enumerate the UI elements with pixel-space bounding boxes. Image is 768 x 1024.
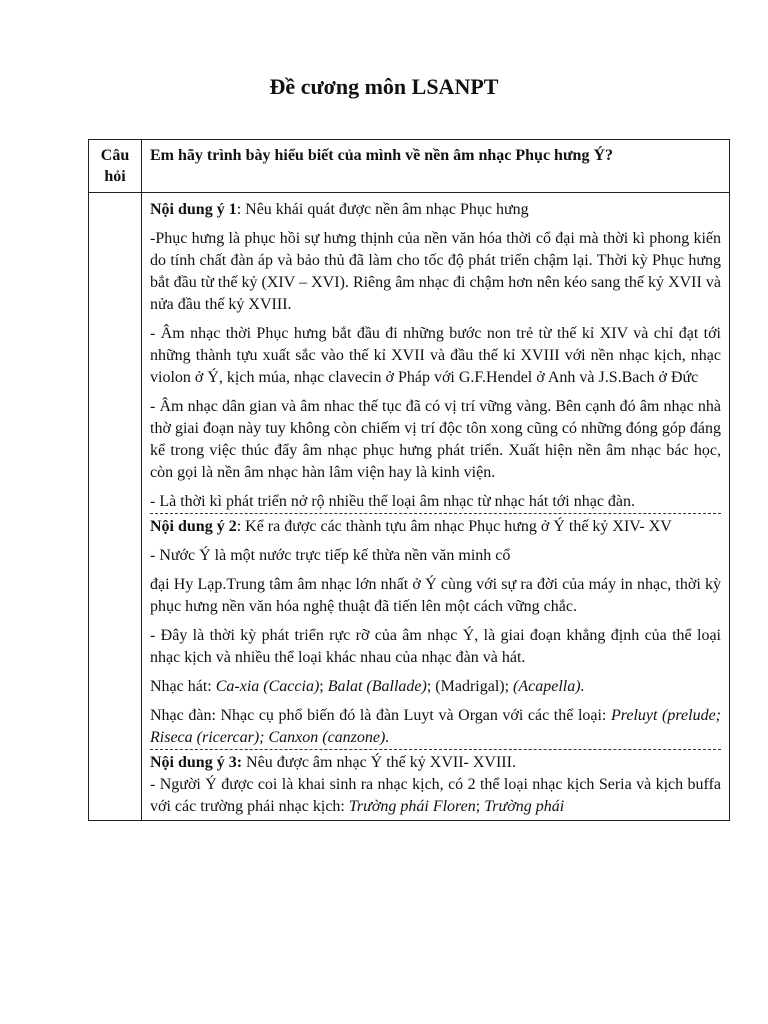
- school-floren: Trường phái Floren: [348, 798, 476, 815]
- paragraph: -Phục hưng là phục hồi sự hưng thịnh của nền văn hóa thời cổ đại mà thời kì phong kiến do tính chất đàn áp và bảo thủ đã làm cho tốc độ phát triển chậm lại. Thời kỳ Phục hưng bắt đầu từ thế kỷ (XIV – XVI). Riêng âm nhạc đi chậm hơn nên kéo sang thế kỷ XVII và nửa đầu thế kỷ XVIII.: [150, 230, 721, 313]
- question-label: Câu hỏi: [89, 140, 142, 193]
- section-1: [150, 199, 721, 514]
- separator: );: [499, 678, 514, 695]
- section-heading: [150, 516, 721, 538]
- instrumental-music-paragraph: [150, 705, 721, 749]
- section-heading-text: : Nêu khái quát được nền âm nhạc Phục hưng: [236, 201, 529, 218]
- document-title: Đề cương môn LSANPT: [269, 74, 499, 99]
- section-heading-text: : Kể ra được các thành tựu âm nhạc Phục hưng ở Ý thế kỷ XIV- XV: [236, 518, 672, 535]
- separator: ;: [475, 798, 485, 815]
- answer-content: [142, 193, 730, 821]
- section-3-intro: - Người Ý được coi là khai sinh ra nhạc kịch, có 2 thể loại nhạc kịch Seria và kịch buffa với các trường phái nhạc kịch:: [150, 776, 721, 815]
- paragraph: - Đây là thời kỳ phát triển rực rỡ của âm nhạc Ý, là giai đoạn khẳng định của thể loại nhạc kịch và nhiều thể loại khác nhau của nhạc đàn và hát.: [150, 627, 721, 666]
- genre-caccia: Ca-xia (Caccia): [215, 678, 320, 695]
- paragraph: - Âm nhạc dân gian và âm nhac thế tục đã có vị trí vững vàng. Bên cạnh đó âm nhạc nhà thờ giai đoạn này tuy không còn chiếm vị trí độc tôn xong cũng có những đóng góp đáng kể trong việc thúc đẩy âm nhạc phục hưng phát triển. Xuất hiện nền âm nhạc bác học, còn gọi là nền âm nhạc hàn lâm viện hay là kinh viện.: [150, 398, 721, 481]
- paragraph: - Nước Ý là một nước trực tiếp kế thừa nền văn minh cổ: [150, 547, 511, 564]
- genre-acapella: (Acapella).: [513, 678, 585, 695]
- sung-music-paragraph: [150, 676, 721, 698]
- paragraph: [150, 774, 721, 818]
- instrumental-music-label: Nhạc đàn: Nhạc cụ phổ biến đó là đàn Luyt và Organ với các thể loại:: [150, 707, 611, 724]
- section-heading-label: Nội dung ý 1: [150, 201, 237, 218]
- paragraph: đại Hy Lạp.Trung tâm âm nhạc lớn nhất ở Ý cùng với sự ra đời của máy in nhạc, thời kỳ phục hưng nền văn hóa nghệ thuật đã tiến lên một cách vững chắc.: [150, 576, 721, 615]
- section-heading-text: Nêu được âm nhạc Ý thế kỷ XVII- XVIII.: [242, 754, 516, 771]
- answer-label-cell: [89, 193, 142, 821]
- section-2: [150, 514, 721, 750]
- instrumental-genres: Preluyt (prelude; Riseca (ricercar); Canxon (canzone): [150, 707, 721, 746]
- section-heading: [150, 752, 721, 774]
- school-next: Trường phái: [484, 798, 565, 815]
- paragraph: - Là thời kì phát triển nở rộ nhiều thể loại âm nhạc từ nhạc hát tới nhạc đàn.: [150, 493, 636, 510]
- separator: ; (: [426, 678, 441, 695]
- section-heading: [150, 199, 721, 221]
- instrumental-tail: .: [385, 729, 390, 746]
- sung-music-label: Nhạc hát:: [150, 678, 216, 695]
- section-3: [150, 750, 721, 818]
- paragraph: - Âm nhạc thời Phục hưng bắt đầu đi những bước non trẻ từ thế kỉ XIV và chỉ đạt tới những thành tựu xuất sắc vào thế kỉ XVII và đầu thế kỉ XVIII với nền nhạc kịch, nhạc violon ở Ý, kịch múa, nhạc clavecin ở Pháp với G.F.Hendel ở Anh và J.S.Bach ở Đức: [150, 325, 721, 386]
- section-heading-label: Nội dung ý 3:: [150, 754, 243, 771]
- section-heading-label: Nội dung ý 2: [150, 518, 237, 535]
- question-row: [89, 140, 730, 193]
- outline-table: [88, 139, 730, 821]
- question-text: Em hãy trình bày hiểu biết của mình về nền âm nhạc Phục hưng Ý?: [142, 140, 730, 193]
- genre-madrigal: Madrigal: [440, 678, 500, 695]
- genre-ballade: Balat (Ballade): [327, 678, 427, 695]
- answer-row: [89, 193, 730, 821]
- separator: ;: [319, 678, 328, 695]
